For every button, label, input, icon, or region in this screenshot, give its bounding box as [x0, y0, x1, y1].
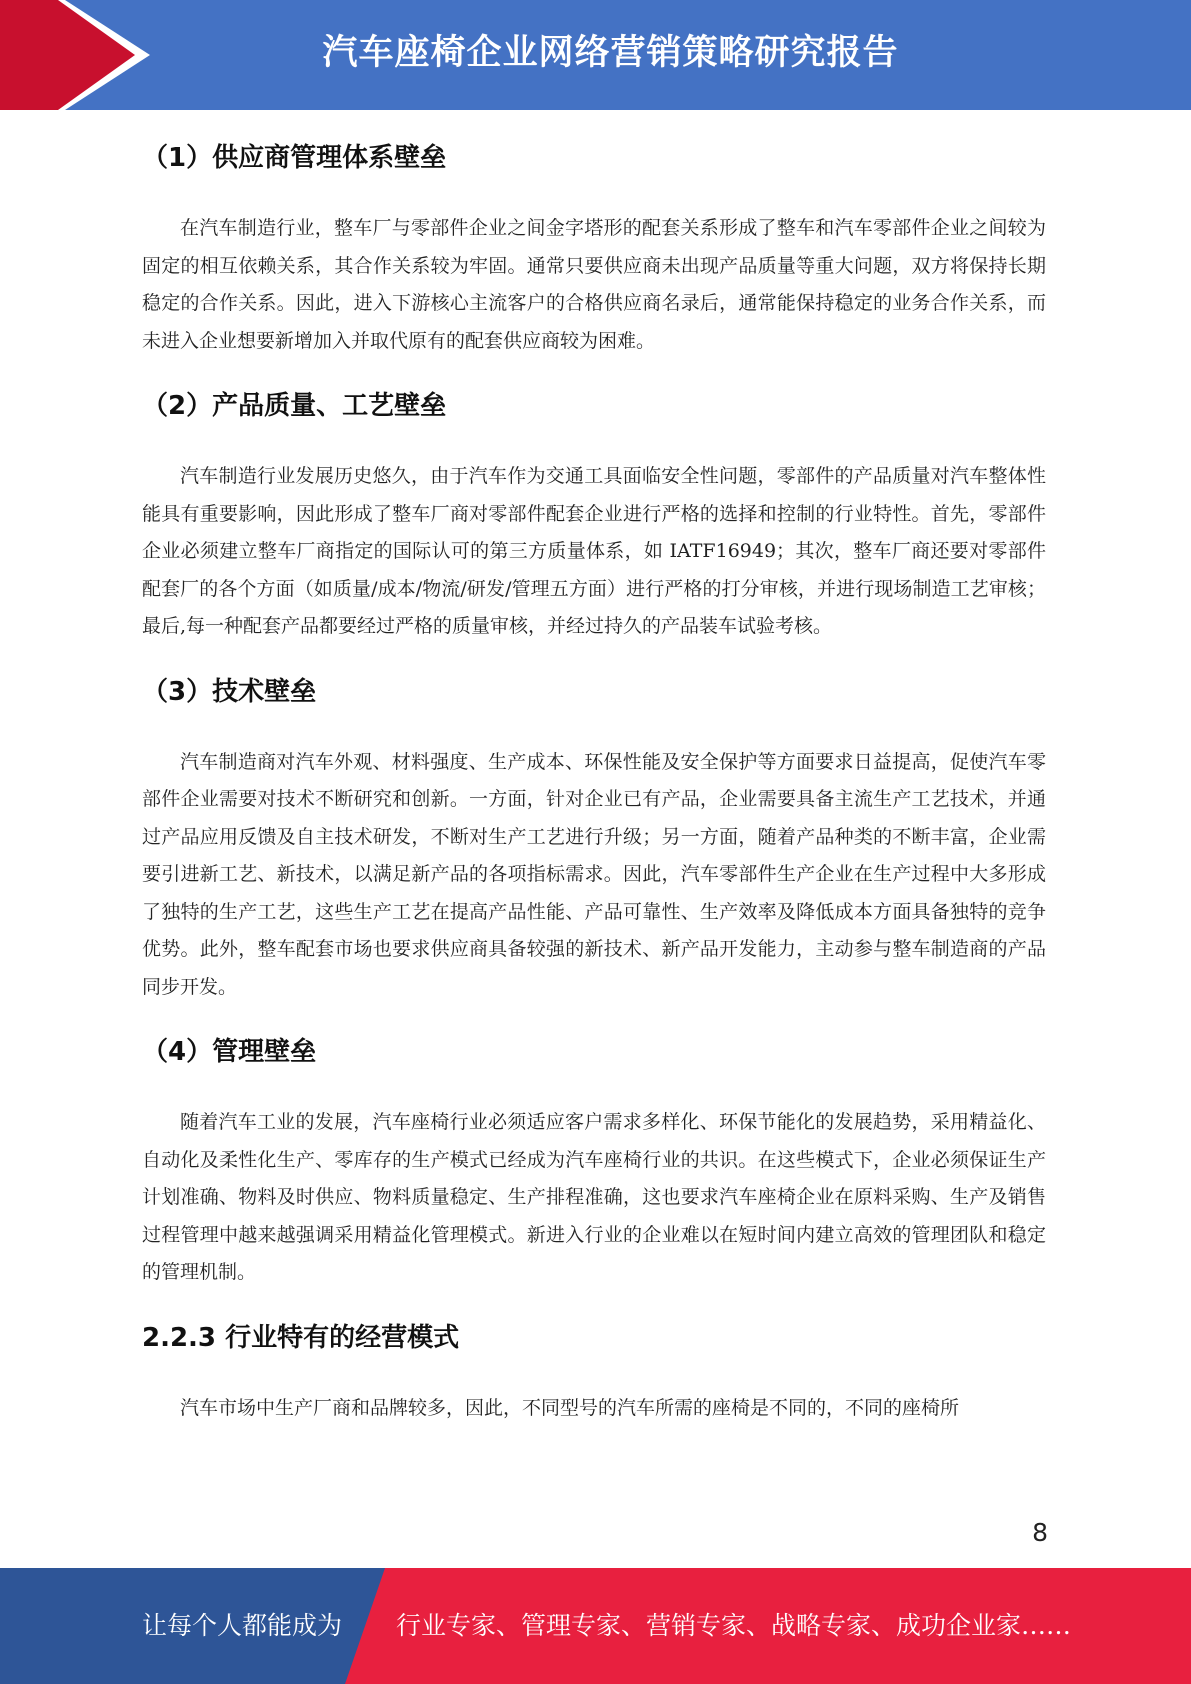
section-heading-management-barrier: （4）管理壁垒 [142, 1037, 317, 1067]
footer-slogan-left: 让每个人都能成为 [142, 1611, 343, 1640]
subsection-heading-business-model: 2.2.3 行业特有的经营模式 [142, 1322, 460, 1353]
section-heading-technology-barrier: （3）技术壁垒 [142, 676, 317, 707]
page-header [0, 0, 1191, 110]
page-number: 8 [1032, 1518, 1048, 1547]
report-title: 汽车座椅企业网络营销策略研究报告 [322, 33, 899, 73]
section-paragraph-supplier-barrier: 在汽车制造行业，整车厂与零部件企业之间金字塔形的配套关系形成了整车和汽车零部件企业之间较为固定的相互依赖关系，其合作关系较为牢固。通常只要供应商未出现产品质量等重大问题，双方将保持长期稳定的合作关系。因此，进入下游核心主流客户的合格供应商名录后，通常能保持稳定的业务合作关系，而未进入企业想要新增加入并取代原有的配套供应商较为困难。 [142, 217, 1046, 352]
section-paragraph-quality-barrier: 汽车制造行业发展历史悠久，由于汽车作为交通工具面临安全性问题，零部件的产品质量对汽车整体性能具有重要影响，因此形成了整车厂商对零部件配套企业进行严格的选择和控制的行业特性。首先，零部件企业必须建立整车厂商指定的国际认可的第三方质量体系，如 IATF16949；其次，整车厂商还要对零部件配套厂的各个方面（如质量/成本/物流/研发/管理五方面）进行严格的打分审核，并进行现场制造工艺审核；最后,每一种配套产品都要经过严格的质量审核，并经过持久的产品装车试验考核。 [142, 465, 1046, 637]
footer-slogan-right: 行业专家、管理专家、营销专家、战略专家、成功企业家…… [396, 1611, 1072, 1640]
section-paragraph-technology-barrier: 汽车制造商对汽车外观、材料强度、生产成本、环保性能及安全保护等方面要求日益提高，促使汽车零部件企业需要对技术不断研究和创新。一方面，针对企业已有产品，企业需要具备主流生产工艺技术，并通过产品应用反馈及自主技术研发，不断对生产工艺进行升级；另一方面，随着产品种类的不断丰富，企业需要引进新工艺、新技术，以满足新产品的各项指标需求。因此，汽车零部件生产企业在生产过程中大多形成了独特的生产工艺，这些生产工艺在提高产品性能、产品可靠性、生产效率及降低成本方面具备独特的竞争优势。此外，整车配套市场也要求供应商具备较强的新技术、新产品开发能力，主动参与整车制造商的产品同步开发。 [142, 750, 1046, 998]
section-heading-supplier-barrier: （1）供应商管理体系壁垒 [142, 143, 447, 173]
section-heading-quality-barrier: （2）产品质量、工艺壁垒 [142, 391, 447, 421]
page-footer [0, 1568, 1191, 1684]
subsection-paragraph-business-model: 汽车市场中生产厂商和品牌较多，因此，不同型号的汽车所需的座椅是不同的，不同的座椅所 [180, 1396, 960, 1419]
section-paragraph-management-barrier: 随着汽车工业的发展，汽车座椅行业必须适应客户需求多样化、环保节能化的发展趋势，采用精益化、自动化及柔性化生产、零库存的生产模式已经成为汽车座椅行业的共识。在这些模式下，企业必须保证生产计划准确、物料及时供应、物料质量稳定、生产排程准确，这也要求汽车座椅企业在原料采购、生产及销售过程管理中越来越强调采用精益化管理模式。新进入行业的企业难以在短时间内建立高效的管理团队和稳定的管理机制。 [142, 1111, 1046, 1283]
document-body [142, 112, 1046, 1427]
